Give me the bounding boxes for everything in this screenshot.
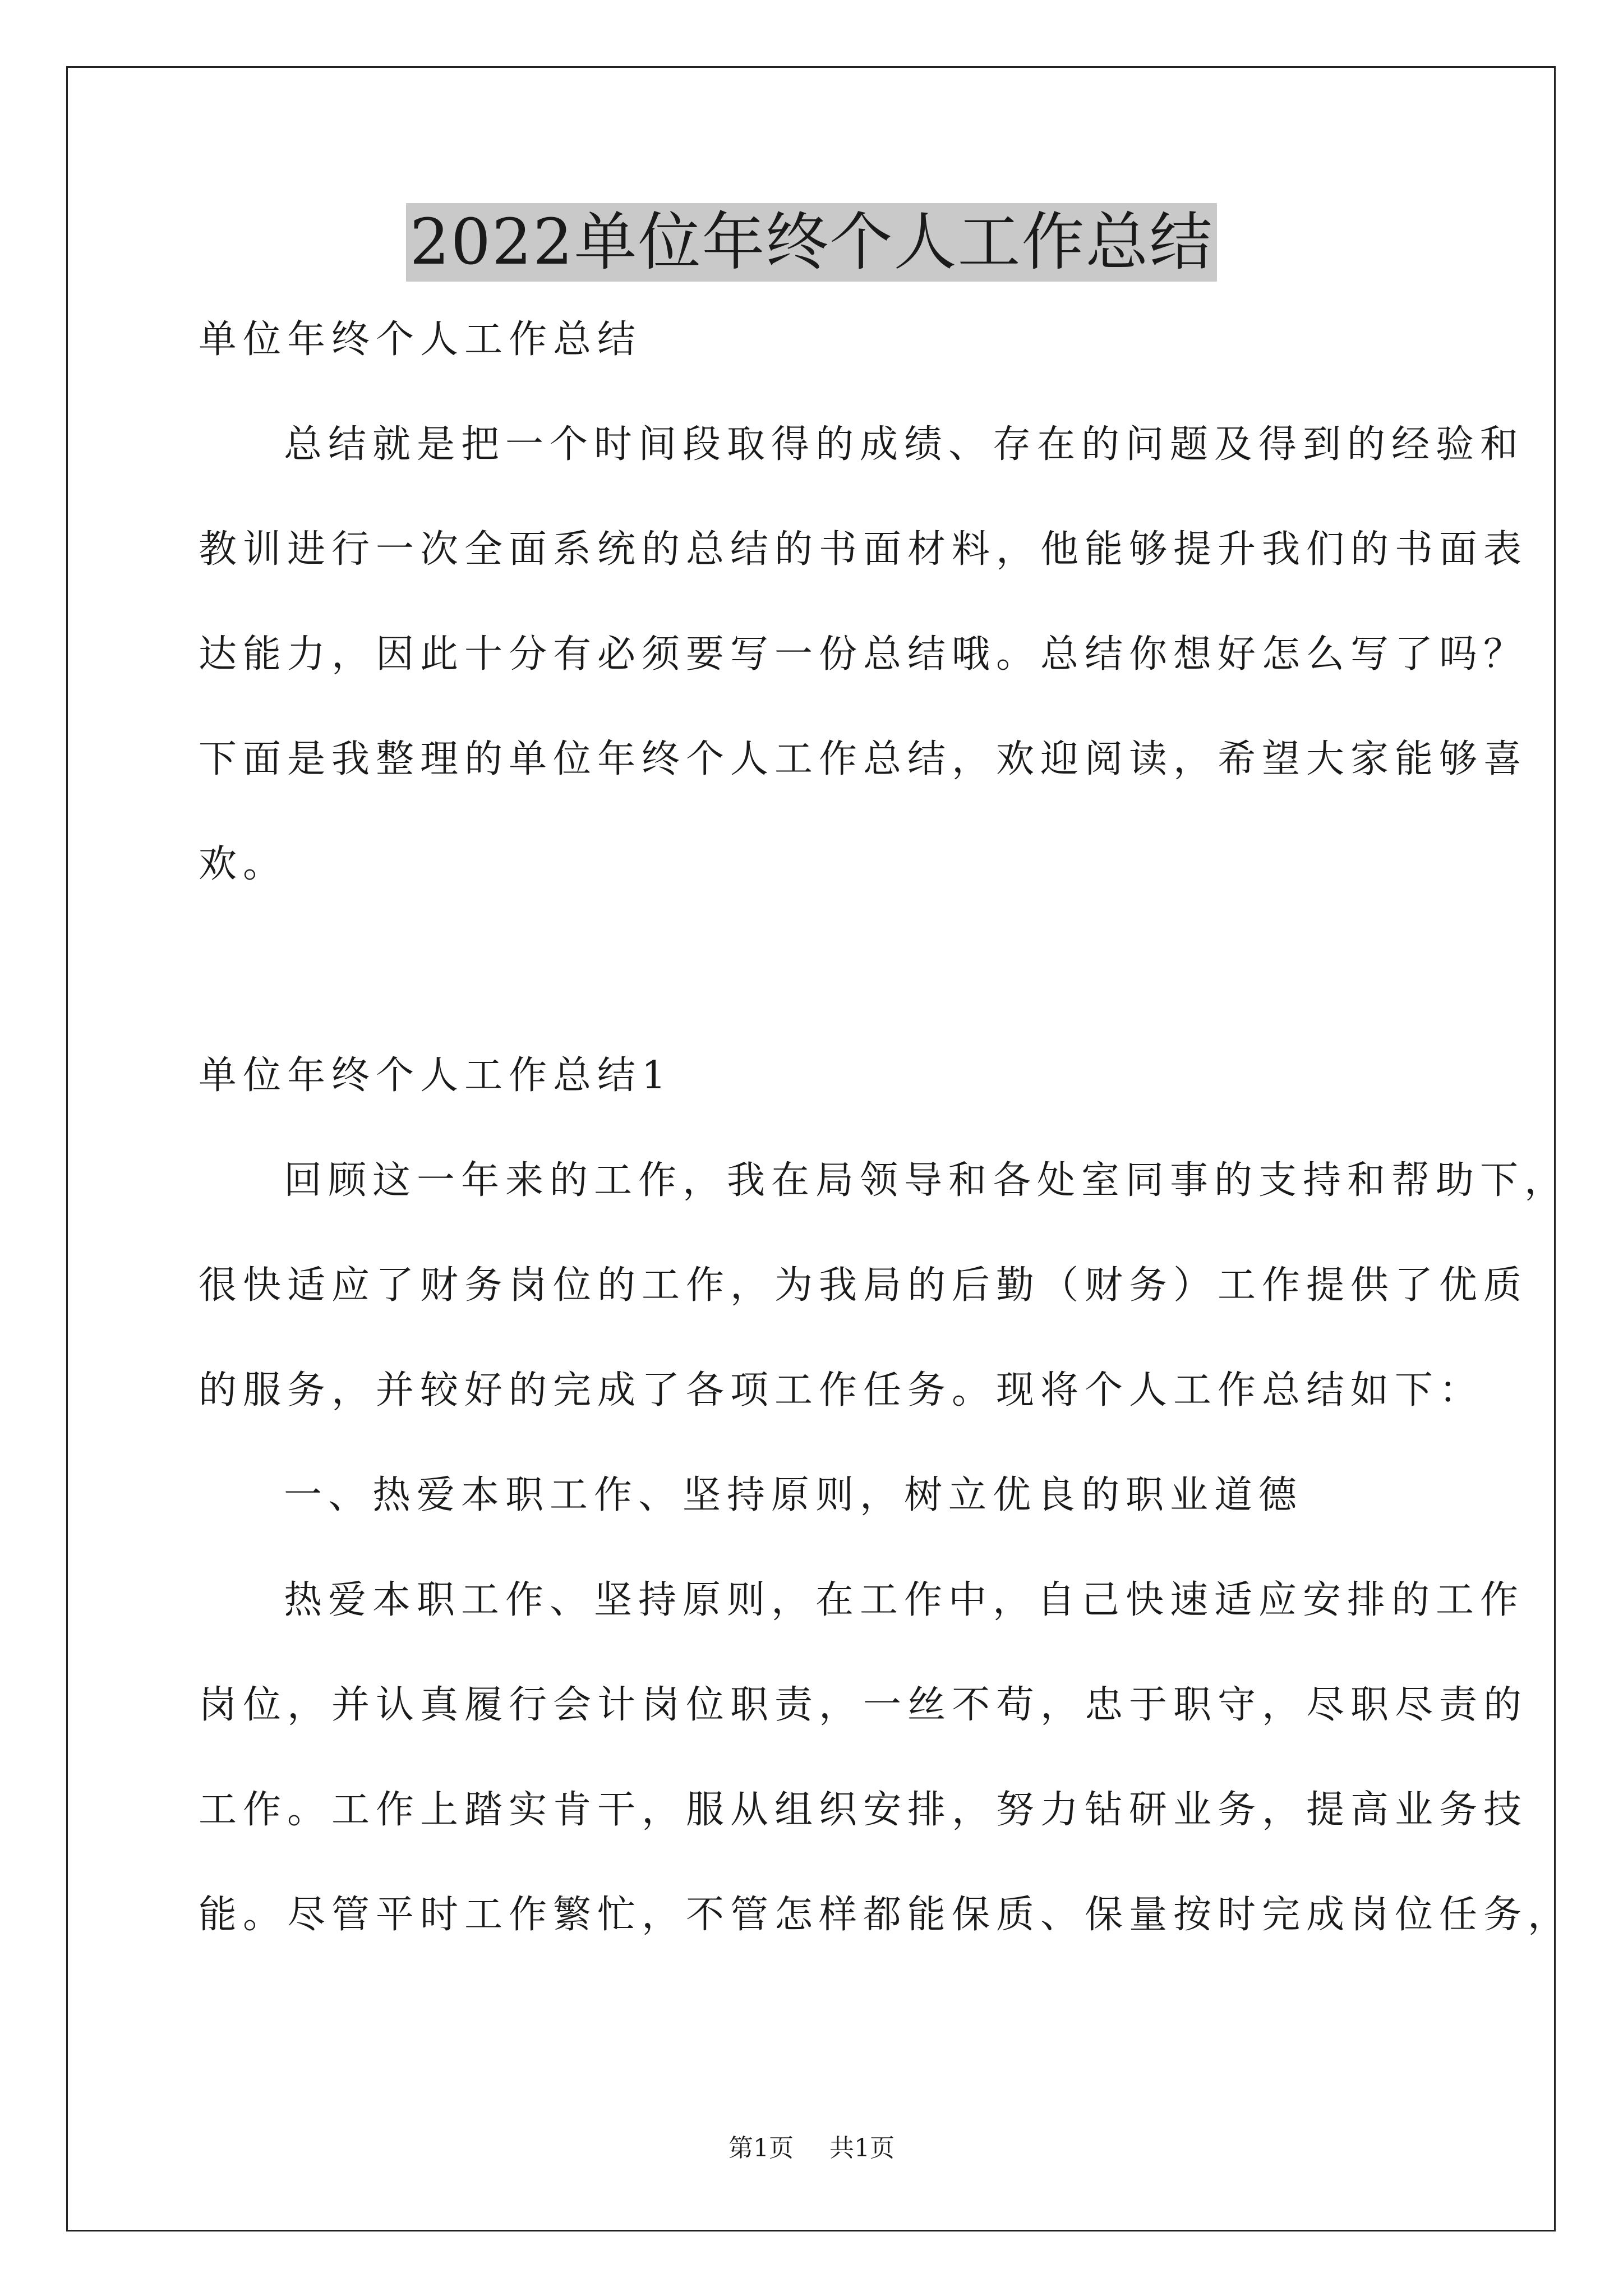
- paragraph-line: 下面是我整理的单位年终个人工作总结，欢迎阅读，希望大家能够喜: [199, 737, 1528, 781]
- paragraph-line: 岗位，并认真履行会计岗位职责，一丝不苟，忠于职守，尽职尽责的: [199, 1683, 1528, 1727]
- paragraph-line: 达能力，因此十分有必须要写一份总结哦。总结你想好怎么写了吗？: [199, 632, 1528, 677]
- paragraph-line: 一、热爱本职工作、坚持原则，树立优良的职业道德: [284, 1473, 1303, 1517]
- paragraph-line: 教训进行一次全面系统的总结的书面材料，他能够提升我们的书面表: [199, 527, 1528, 572]
- paragraph-line: 能。尽管平时工作繁忙，不管怎样都能保质、保量按时完成岗位任务，: [199, 1893, 1573, 1937]
- paragraph-line: 很快适应了财务岗位的工作，为我局的后勤（财务）工作提供了优质: [199, 1263, 1528, 1308]
- page-number-current: 第1页: [728, 2134, 794, 2162]
- document-title: 2022单位年终个人工作总结: [406, 203, 1216, 282]
- document-body: [199, 314, 1573, 1941]
- title-container: [0, 203, 1623, 282]
- paragraph-line: 单位年终个人工作总结: [199, 318, 642, 362]
- paragraph-line: 工作。工作上踏实肯干，服从组织安排，努力钻研业务，提高业务技: [199, 1788, 1528, 1832]
- paragraph-line: 热爱本职工作、坚持原则，在工作中，自己快速适应安排的工作: [284, 1578, 1525, 1622]
- paragraph-line: 回顾这一年来的工作，我在局领导和各处室同事的支持和帮助下，: [284, 1158, 1569, 1203]
- paragraph-line: 欢。: [199, 842, 288, 886]
- page-footer: [0, 2132, 1623, 2165]
- page-number-total: 共1页: [829, 2134, 895, 2162]
- paragraph-line: 单位年终个人工作总结1: [199, 1053, 672, 1098]
- paragraph-line: 总结就是把一个时间段取得的成绩、存在的问题及得到的经验和: [284, 422, 1525, 467]
- paragraph-line: 的服务，并较好的完成了各项工作任务。现将个人工作总结如下：: [199, 1368, 1484, 1412]
